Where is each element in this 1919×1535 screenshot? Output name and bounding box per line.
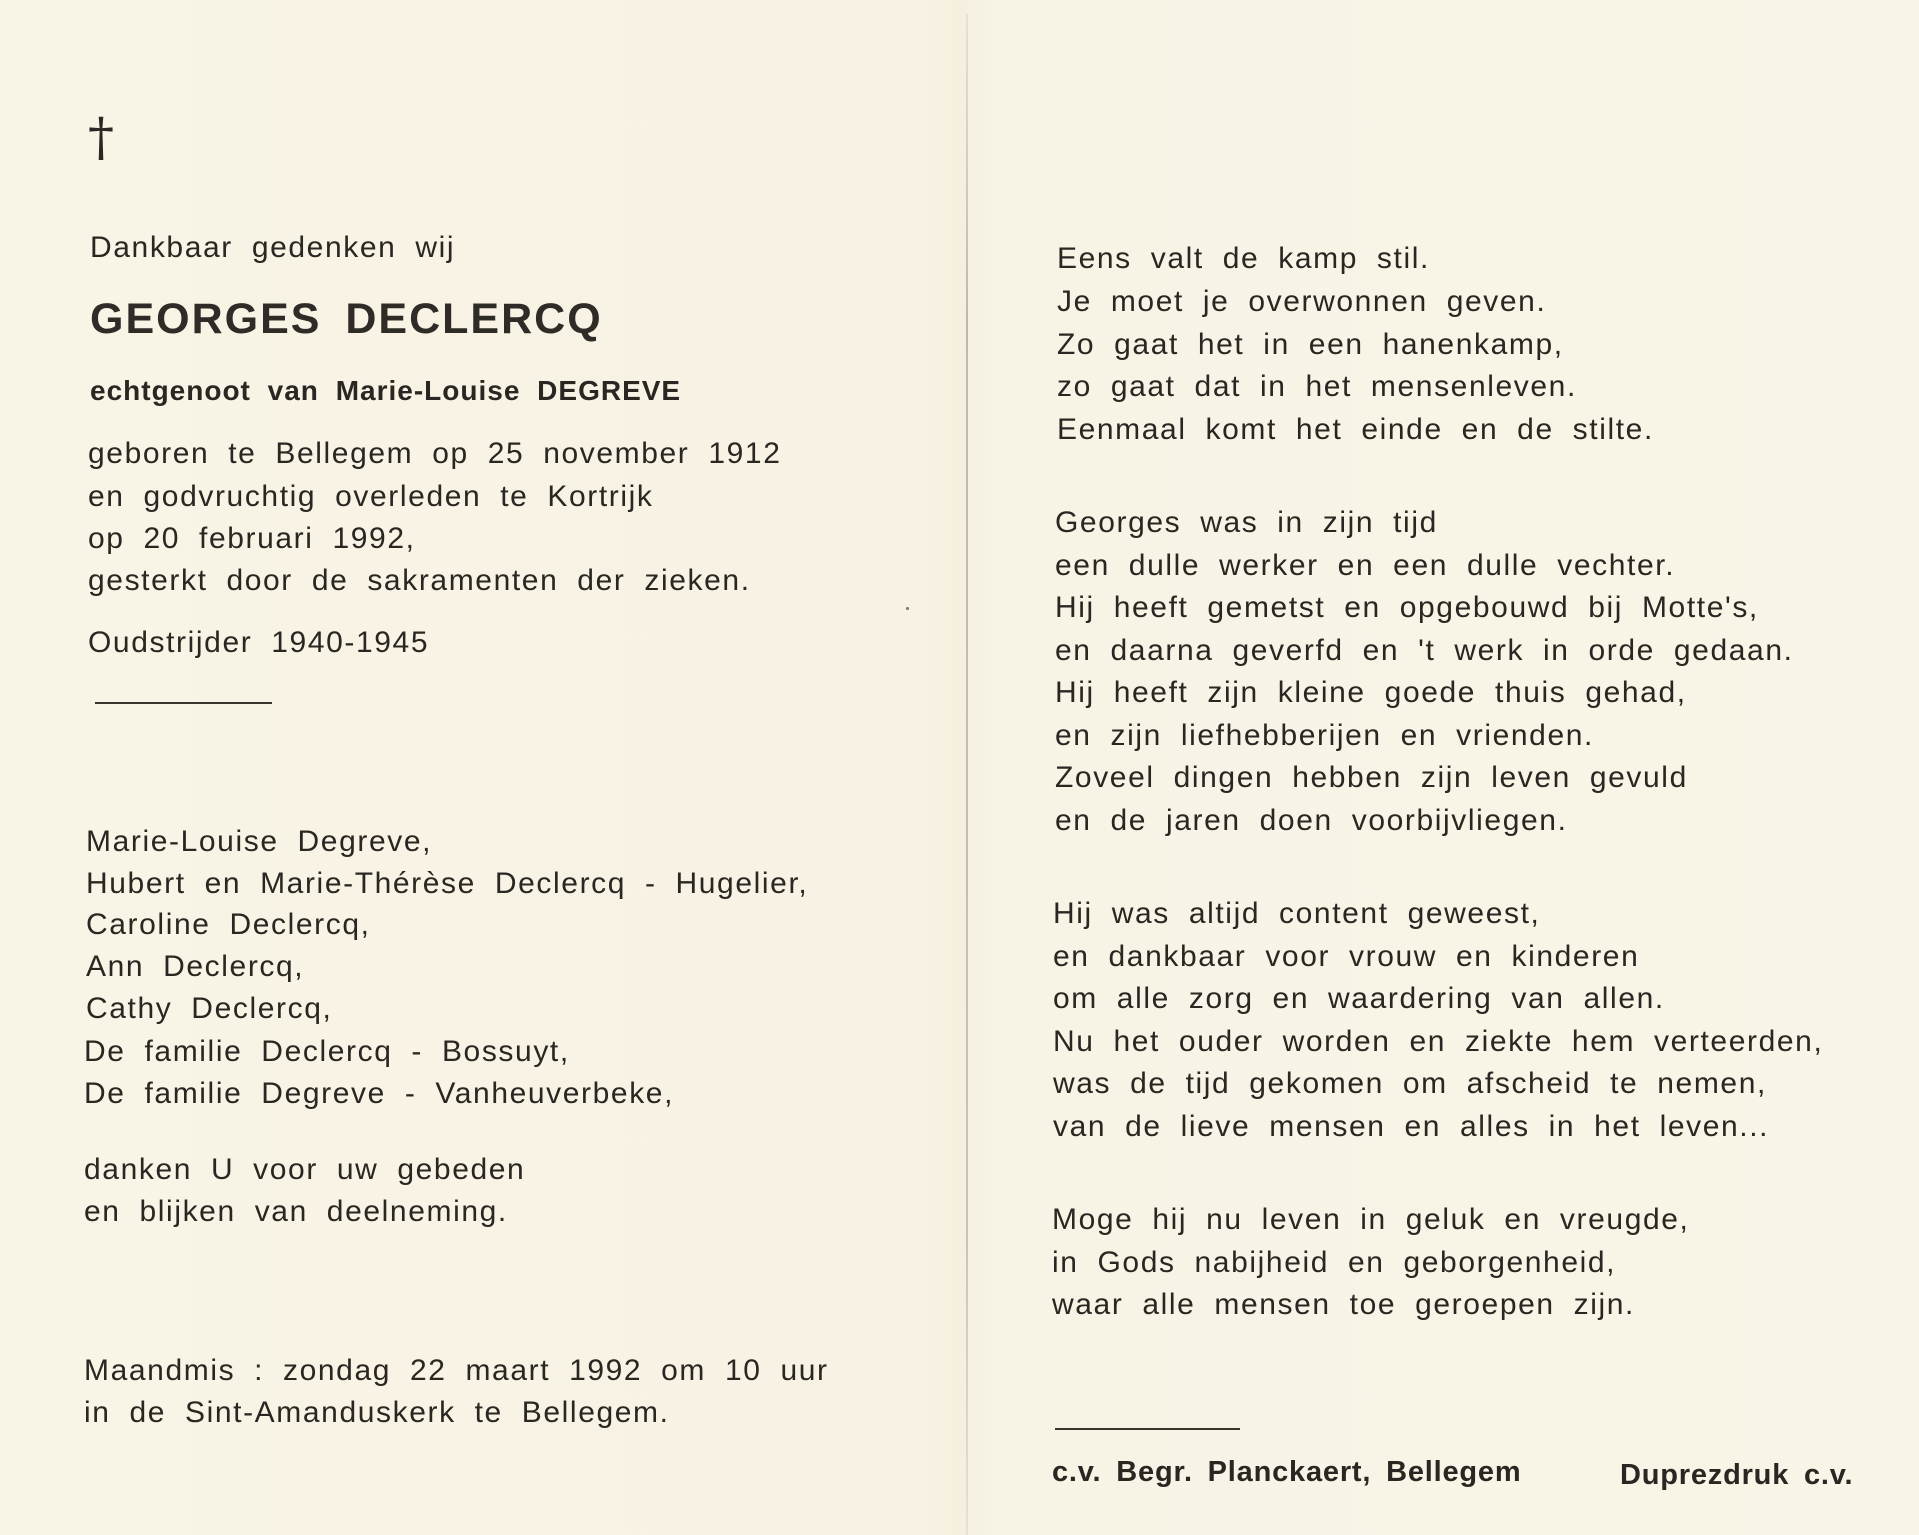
- death-date-line: op 20 februari 1992,: [88, 522, 416, 555]
- poem-line: en zijn liefhebberijen en vrienden.: [1055, 719, 1594, 752]
- divider-left: [95, 702, 272, 704]
- poem-line: van de lieve mensen en alles in het leven...: [1053, 1110, 1770, 1143]
- paper-speck: [906, 607, 909, 610]
- poem-line: Eenmaal komt het einde en de stilte.: [1057, 413, 1654, 446]
- mass-line: Maandmis : zondag 22 maart 1992 om 10 uur: [84, 1354, 829, 1387]
- poem-line: Hij heeft gemetst en opgebouwd bij Motte's,: [1055, 591, 1759, 624]
- intro-text: Dankbaar gedenken wij: [90, 231, 456, 264]
- deceased-name: GEORGES DECLERCQ: [90, 295, 603, 343]
- poem-line: Hij was altijd content geweest,: [1053, 897, 1541, 930]
- poem-line: Nu het ouder worden en ziekte hem verteerden,: [1053, 1025, 1824, 1058]
- poem-line: Zoveel dingen hebben zijn leven gevuld: [1055, 761, 1688, 794]
- poem-line: in Gods nabijheid en geborgenheid,: [1052, 1246, 1617, 1279]
- family-member: Caroline Declercq,: [86, 908, 371, 941]
- poem-line: waar alle mensen toe geroepen zijn.: [1052, 1288, 1635, 1321]
- spouse-line: echtgenoot van Marie-Louise DEGREVE: [90, 375, 682, 406]
- poem-line: en dankbaar voor vrouw en kinderen: [1053, 940, 1640, 973]
- family-member: Ann Declercq,: [86, 950, 305, 983]
- veteran-line: Oudstrijder 1940-1945: [88, 626, 430, 659]
- death-line: en godvruchtig overleden te Kortrijk: [88, 480, 654, 513]
- poem-line: Moge hij nu leven in geluk en vreugde,: [1052, 1203, 1690, 1236]
- poem-line: Je moet je overwonnen geven.: [1057, 285, 1547, 318]
- poem-line: was de tijd gekomen om afscheid te nemen,: [1053, 1067, 1767, 1100]
- mass-location-line: in de Sint-Amanduskerk te Bellegem.: [84, 1396, 670, 1429]
- family-member: Cathy Declercq,: [86, 992, 333, 1025]
- poem-line: en de jaren doen voorbijvliegen.: [1055, 804, 1568, 837]
- poem-line: Zo gaat het in een hanenkamp,: [1057, 328, 1564, 361]
- center-fold: [966, 14, 968, 1535]
- family-member: De familie Degreve - Vanheuverbeke,: [84, 1077, 675, 1110]
- poem-line: om alle zorg en waardering van allen.: [1053, 982, 1665, 1015]
- thanks-line: en blijken van deelneming.: [84, 1195, 508, 1228]
- poem-line: een dulle werker en een dulle vechter.: [1055, 549, 1676, 582]
- family-member: Marie-Louise Degreve,: [86, 825, 433, 858]
- poem-line: Eens valt de kamp stil.: [1057, 242, 1430, 275]
- poem-line: en daarna geverfd en 't werk in orde gedaan.: [1055, 634, 1794, 667]
- divider-right: [1055, 1428, 1240, 1430]
- sacraments-line: gesterkt door de sakramenten der zieken.: [88, 564, 751, 597]
- cross-icon: †: [88, 108, 114, 168]
- thanks-line: danken U voor uw gebeden: [84, 1153, 526, 1186]
- poem-line: zo gaat dat in het mensenleven.: [1057, 370, 1577, 403]
- birth-line: geboren te Bellegem op 25 november 1912: [88, 437, 782, 470]
- printer-credit: Duprezdruk c.v.: [1620, 1459, 1854, 1491]
- undertaker-credit: c.v. Begr. Planckaert, Bellegem: [1052, 1456, 1522, 1488]
- family-member: De familie Declercq - Bossuyt,: [84, 1035, 570, 1068]
- family-member: Hubert en Marie-Thérèse Declercq - Hugelier,: [86, 867, 809, 900]
- poem-line: Hij heeft zijn kleine goede thuis gehad,: [1055, 676, 1687, 709]
- poem-line: Georges was in zijn tijd: [1055, 506, 1438, 539]
